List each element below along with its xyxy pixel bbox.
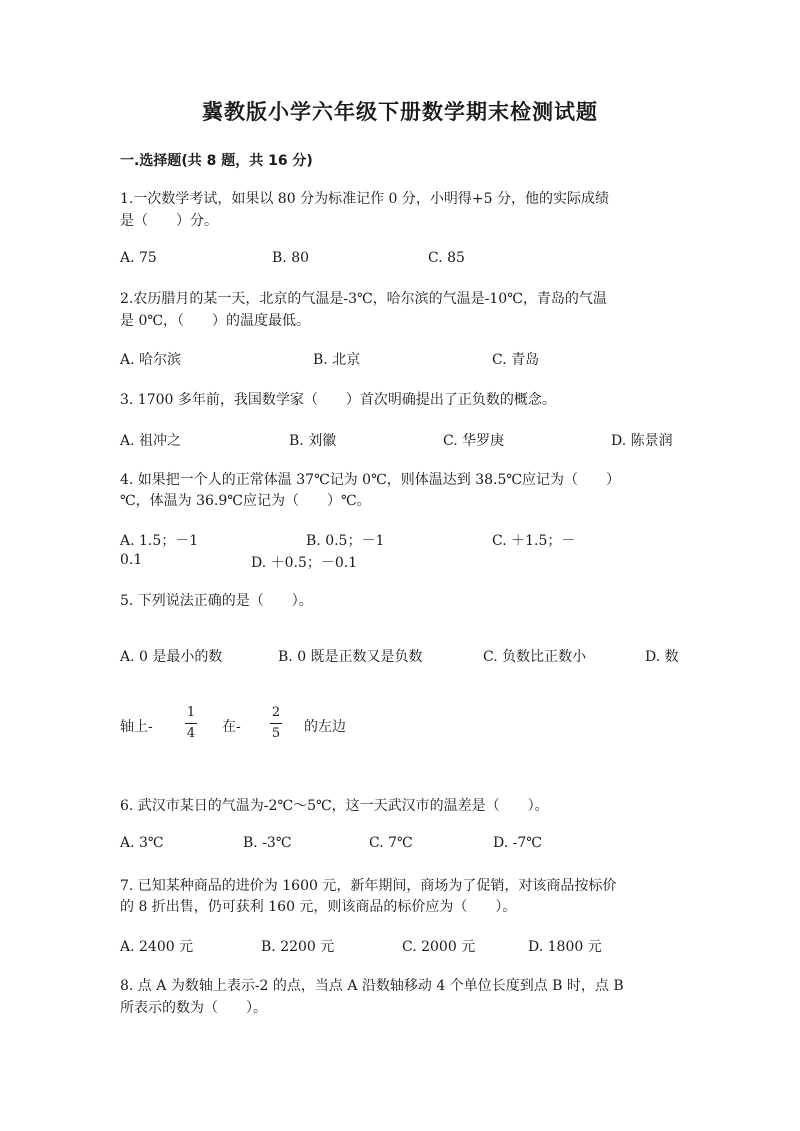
question-6-option-a: A. 3℃ [120, 835, 164, 851]
question-5-option-c: C. 负数比正数小 [483, 649, 587, 665]
question-3-option-b: B. 刘徽 [289, 433, 337, 449]
fraction-numerator: 2 [271, 705, 281, 720]
question-2-line-2: 是 0℃，（ ）的温度最低。 [120, 313, 311, 329]
fraction-bar [270, 723, 282, 724]
question-5-option-d-mid: 在- [222, 719, 241, 735]
question-2-option-c: C. 青岛 [492, 352, 540, 368]
question-7-line-1: 7. 已知某种商品的进价为 1600 元，新年期间，商场为了促销，对该商品按标价 [120, 878, 617, 894]
question-7-option-b: B. 2200 元 [261, 939, 335, 955]
question-7-option-c: C. 2000 元 [402, 939, 476, 955]
fraction-two-fifths [270, 705, 282, 742]
question-6-line-1: 6. 武汉市某日的气温为-2℃～5℃，这一天武汉市的温差是（ ）。 [120, 798, 549, 814]
question-3-option-a: A. 祖冲之 [120, 433, 182, 449]
question-4-option-d: D. ＋0.5；－0.1 [251, 555, 358, 571]
question-1-line-1: 1.一次数学考试，如果以 80 分为标准记作 0 分，小明得+5 分，他的实际成绩 [120, 191, 609, 207]
question-5-option-d: D. 数 [645, 649, 679, 665]
question-4-option-c-cont: 0.1 [120, 552, 143, 568]
question-4-option-c: C. ＋1.5；－ [492, 533, 576, 549]
question-5-line-1: 5. 下列说法正确的是（ ）。 [120, 593, 313, 609]
question-4-option-b: B. 0.5；－1 [306, 533, 385, 549]
question-8-line-1: 8. 点 A 为数轴上表示-2 的点，当点 A 沿数轴移动 4 个单位长度到点 B 时，点 B [120, 978, 624, 994]
question-3-line-1: 3. 1700 多年前，我国数学家（ ）首次明确提出了正负数的概念。 [120, 392, 556, 408]
question-7-option-a: A. 2400 元 [120, 939, 194, 955]
question-2-option-a: A. 哈尔滨 [120, 352, 182, 368]
question-1-option-c: C. 85 [428, 250, 465, 266]
question-7-option-d: D. 1800 元 [528, 939, 602, 955]
fraction-denominator: 5 [271, 726, 281, 741]
question-1-line-2: 是（ ）分。 [120, 213, 218, 229]
question-6-option-d: D. -7℃ [493, 835, 542, 851]
question-2-line-1: 2.农历腊月的某一天，北京的气温是-3℃，哈尔滨的气温是-10℃，青岛的气温 [120, 291, 607, 307]
fraction-denominator: 4 [186, 726, 196, 741]
question-2-option-b: B. 北京 [313, 352, 361, 368]
question-5-option-d-suffix: 的左边 [304, 719, 346, 735]
question-6-option-c: C. 7℃ [369, 835, 413, 851]
question-5-option-d-prefix: 轴上- [120, 719, 153, 735]
question-1-option-b: B. 80 [272, 250, 310, 266]
fraction-numerator: 1 [186, 705, 196, 720]
question-5-option-b: B. 0 既是正数又是负数 [278, 649, 423, 665]
question-3-option-c: C. 华罗庚 [443, 433, 505, 449]
question-8-line-2: 所表示的数为（ ）。 [120, 1000, 267, 1016]
question-4-option-a: A. 1.5；－1 [120, 533, 199, 549]
question-6-option-b: B. -3℃ [243, 835, 292, 851]
section-heading: 一.选择题(共 8 题，共 16 分) [120, 153, 313, 169]
fraction-bar [185, 723, 197, 724]
question-3-option-d: D. 陈景润 [611, 433, 673, 449]
question-5-option-a: A. 0 是最小的数 [120, 649, 223, 665]
fraction-one-quarter [185, 705, 197, 742]
question-1-option-a: A. 75 [120, 250, 157, 266]
question-4-line-1: 4. 如果把一个人的正常体温 37℃记为 0℃，则体温达到 38.5℃应记为（ ） [120, 472, 621, 488]
question-4-line-2: ℃，体温为 36.9℃应记为（ ）℃。 [120, 493, 371, 509]
question-7-line-2: 的 8 折出售，仍可获利 160 元，则该商品的标价应为（ ）。 [120, 899, 517, 915]
page-title: 冀教版小学六年级下册数学期末检测试题 [202, 100, 598, 124]
